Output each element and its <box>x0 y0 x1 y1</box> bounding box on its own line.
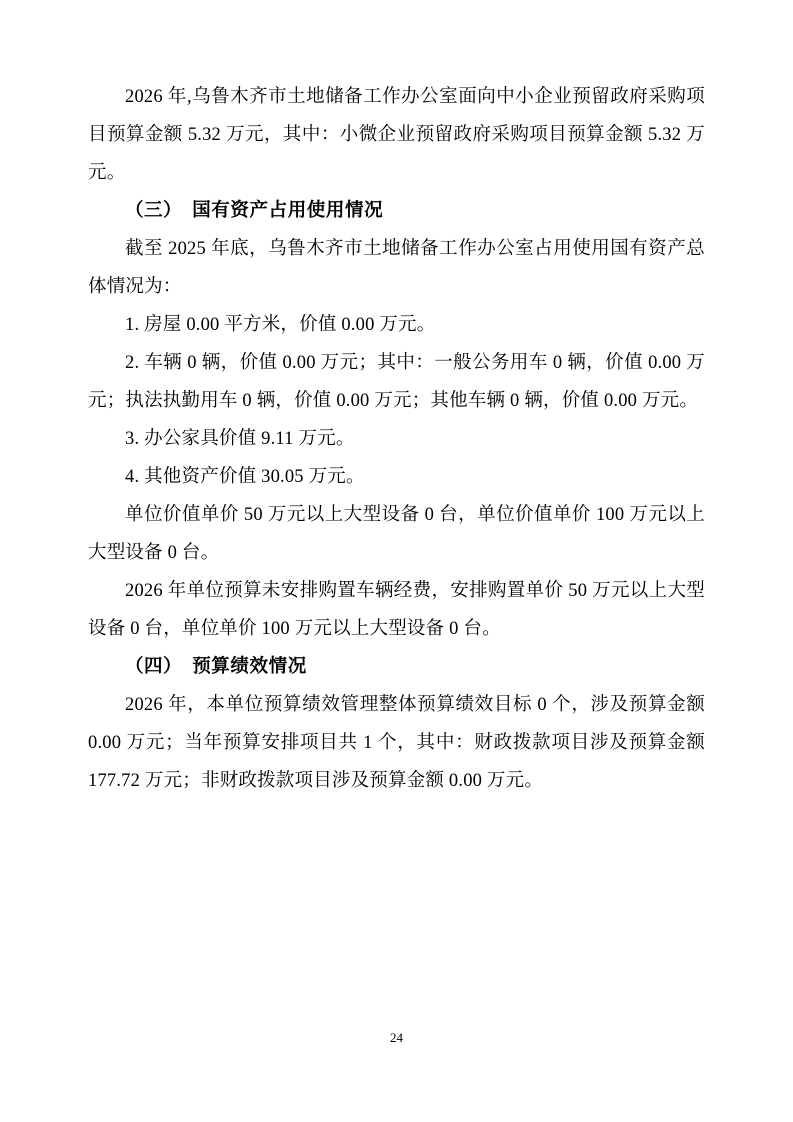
heading-number: （三） <box>125 201 183 221</box>
paragraph-assets-intro: 截至 2025 年底，乌鲁木齐市土地储备工作办公室占用使用国有资产总体情况为： <box>88 239 705 297</box>
heading-number: （四） <box>125 657 183 677</box>
page-number: 24 <box>390 1030 403 1045</box>
paragraph-vehicle-budget: 2026 年单位预算未安排购置车辆经费，安排购置单价 50 万元以上大型设备 0 台，单位单价 100 万元以上大型设备 0 台。 <box>88 581 705 639</box>
paragraph-sme-procurement: 2026 年,乌鲁木齐市土地储备工作办公室面向中小企业预留政府采购项目预算金额 5.32 万元，其中：小微企业预留政府采购项目预算金额 5.32 万元。 <box>88 87 705 183</box>
heading-text: 预算绩效情况 <box>192 657 307 677</box>
paragraph-asset-item-1: 1. 房屋 0.00 平方米，价值 0.00 万元。 <box>125 315 436 335</box>
paragraph-performance-detail: 2026 年，本单位预算绩效管理整体预算绩效目标 0 个，涉及预算金额 0.00 万元；当年预算安排项目共 1 个，其中：财政拨款项目涉及预算金额 177.72 万元；非财政拨款项目涉及预算金额 0.00 万元。 <box>88 695 705 791</box>
paragraph-asset-item-4: 4. 其他资产价值 30.05 万元。 <box>125 467 365 487</box>
paragraph-asset-item-3: 3. 办公家具价值 9.11 万元。 <box>125 429 355 449</box>
paragraph-asset-item-2: 2. 车辆 0 辆，价值 0.00 万元；其中：一般公务用车 0 辆，价值 0.00 万元；执法执勤用车 0 辆，价值 0.00 万元；其他车辆 0 辆，价值 0.00 万元。 <box>88 353 705 411</box>
heading-text: 国有资产占用使用情况 <box>192 201 384 221</box>
heading-state-assets <box>88 192 705 230</box>
paragraph-large-equipment: 单位价值单价 50 万元以上大型设备 0 台，单位价值单价 100 万元以上大型设备 0 台。 <box>88 505 705 563</box>
document-body <box>88 78 705 800</box>
heading-budget-performance <box>88 648 705 686</box>
